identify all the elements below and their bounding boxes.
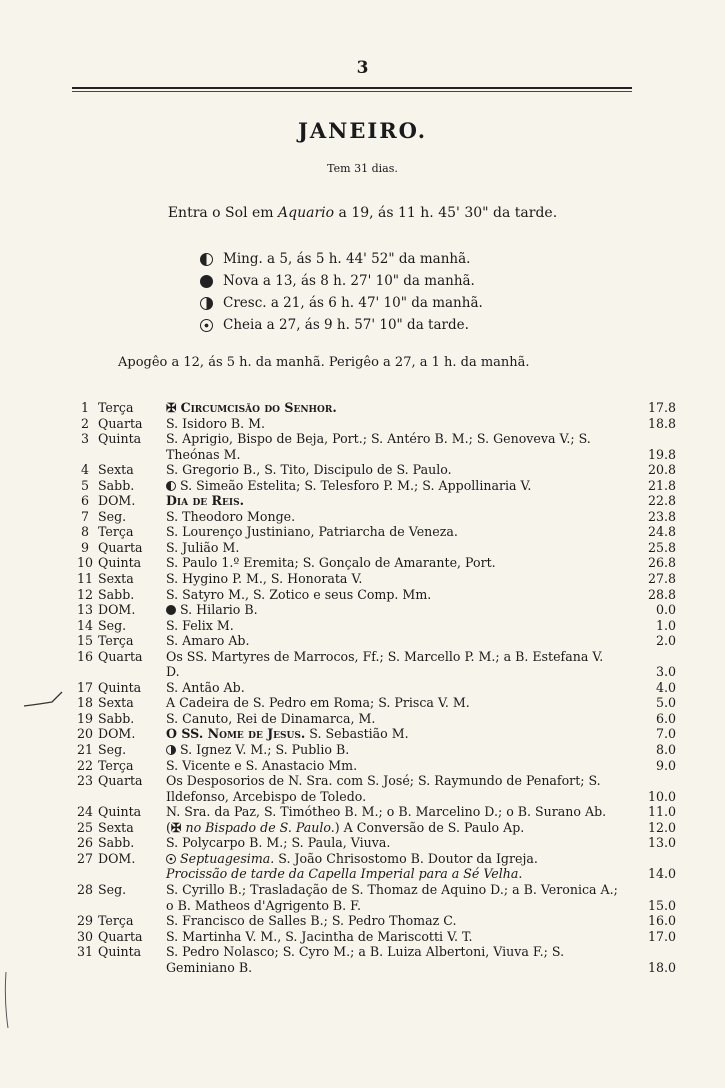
moon-age-value: 18.0 xyxy=(647,959,676,975)
procession-note: Procissão de tarde da Capella Imperial para a Sé Velha. xyxy=(166,866,523,882)
description-text: S. Lourenço Justiniano, Patriarcha de Veneza. xyxy=(166,524,458,540)
saints-description xyxy=(162,649,620,680)
moon-age-value: 11.0 xyxy=(647,804,676,820)
saints-description xyxy=(162,758,620,774)
moon-phase-full xyxy=(200,314,620,336)
day-number: 8 xyxy=(80,524,89,540)
saints-description xyxy=(162,742,620,758)
saints-description xyxy=(162,462,620,478)
description-text: S. Aprigio, Bispo de Beja, Port.; S. Antéro B. M.; S. Genoveva V.; S. Theónas M. xyxy=(166,431,591,462)
saints-description xyxy=(162,929,620,945)
saints-description xyxy=(162,493,620,509)
day-number: 6 xyxy=(80,493,89,509)
moon-age-value: 21.8 xyxy=(647,477,676,493)
moon-age-value: 3.0 xyxy=(655,664,676,680)
moon-age-value: 1.0 xyxy=(655,617,676,633)
moon-age-value: 5.0 xyxy=(655,695,676,711)
description-text: S. João Chrisostomo B. Doutor da Igreja. xyxy=(274,850,538,866)
saints-description xyxy=(162,695,620,711)
moon-age-value: 25.8 xyxy=(647,539,676,555)
waning-moon-icon xyxy=(166,481,176,491)
moon-age-value: 4.0 xyxy=(655,679,676,695)
moon-phase-text: Cresc. a 21, ás 6 h. 47' 10" da manhã. xyxy=(223,295,483,311)
moon-age-value: 23.8 xyxy=(647,508,676,524)
calendar-entry-row xyxy=(72,524,682,540)
moon-age-value: 20.8 xyxy=(647,462,676,478)
weekday: Quarta xyxy=(98,415,143,431)
days-note: Tem 31 dias. xyxy=(327,162,398,175)
description-text: S. Gregorio B., S. Tito, Discipulo de S. Paulo. xyxy=(166,462,452,478)
day-number: 22 xyxy=(76,757,94,773)
calendar-entry-row xyxy=(72,478,682,494)
calendar-entry-row xyxy=(72,540,682,556)
day-number: 17 xyxy=(76,679,94,695)
saints-description xyxy=(162,540,620,556)
moon-age-value: 0.0 xyxy=(655,602,676,618)
weekday: Seg. xyxy=(98,742,127,758)
weekday: Seg. xyxy=(98,881,127,897)
weekday: Sexta xyxy=(98,695,134,711)
moon-age-value: 27.8 xyxy=(647,571,676,587)
description-text: S. Satyro M., S. Zotico e seus Comp. Mm. xyxy=(166,586,432,602)
day-number: 16 xyxy=(76,648,94,664)
moon-phase-waxing xyxy=(200,292,620,314)
moon-phase-new xyxy=(200,270,620,292)
description-text: N. Sra. da Paz, S. Timótheo B. M.; o B. Marcelino D.; o B. Surano Ab. xyxy=(166,804,607,820)
description-text: S. Pedro Nolasco; S. Cyro M.; a B. Luiza Albertoni, Viuva F.; S. Geminiano B. xyxy=(166,944,565,975)
description-text: S. Amaro Ab. xyxy=(166,633,250,649)
weekday: Sexta xyxy=(98,462,134,478)
italic-note: Septuagesima. xyxy=(180,850,275,866)
calendar-entry-row xyxy=(72,649,682,680)
weekday: DOM. xyxy=(98,850,136,866)
description-text: S. Julião M. xyxy=(166,539,240,555)
weekday: Quinta xyxy=(98,555,142,571)
waxing-moon-icon xyxy=(166,745,176,755)
day-number: 19 xyxy=(76,710,94,726)
month-title: JANEIRO. xyxy=(297,118,428,143)
page-number: 3 xyxy=(356,58,369,78)
day-number: 24 xyxy=(76,804,94,820)
description-text: ) A Conversão de S. Paulo Ap. xyxy=(334,819,525,835)
moon-age-value: 7.0 xyxy=(655,726,676,742)
full-moon-icon xyxy=(166,854,176,864)
day-number: 18 xyxy=(76,695,94,711)
saints-description xyxy=(162,478,620,494)
description-text: S. Cyrillo B.; Trasladação de S. Thomaz de Aquino D.; a B. Veronica A.; o B. Matheos d'Agrigento B. F. xyxy=(166,881,618,913)
cross-icon: ✠ xyxy=(170,819,182,835)
day-number: 11 xyxy=(76,571,94,587)
weekday: Quarta xyxy=(98,648,143,664)
saints-description xyxy=(162,618,620,634)
description-text: S. Hygino P. M., S. Honorata V. xyxy=(166,571,363,587)
description-text: S. Hilario B. xyxy=(180,602,258,618)
moon-age-value: 17.0 xyxy=(647,928,676,944)
feast-name: Dia de Reis. xyxy=(166,493,244,509)
description-text: Os SS. Martyres de Marrocos, Ff.; S. Marcello P. M.; a B. Estefana V. D. xyxy=(166,648,604,680)
calendar-entry-row xyxy=(72,416,682,432)
saints-description xyxy=(162,587,620,603)
description-text: S. Vicente e S. Anastacio Mm. xyxy=(166,757,358,773)
calendar-entry-row xyxy=(72,758,682,774)
moon-age-value: 14.0 xyxy=(647,866,676,882)
day-number: 2 xyxy=(80,415,89,431)
weekday: Quarta xyxy=(98,928,143,944)
moon-age-value: 8.0 xyxy=(655,742,676,758)
day-number: 31 xyxy=(76,944,94,960)
weekday: DOM. xyxy=(98,726,136,742)
saints-description xyxy=(162,602,620,618)
weekday: Terça xyxy=(98,524,134,540)
day-number: 12 xyxy=(76,586,94,602)
calendar-entry-row xyxy=(72,602,682,618)
calendar-entry-row xyxy=(72,820,682,836)
calendar-entry-row xyxy=(72,944,682,975)
day-number: 13 xyxy=(76,602,94,618)
saints-description xyxy=(162,726,620,742)
new-moon-icon xyxy=(166,605,176,615)
weekday: DOM. xyxy=(98,602,136,618)
calendar-entry-row xyxy=(72,400,682,416)
calendar-entry-row xyxy=(72,711,682,727)
calendar-entry-row xyxy=(72,835,682,851)
description-text: A Cadeira de S. Pedro em Roma; S. Prisca V. M. xyxy=(166,695,470,711)
description-text: S. Sebastião M. xyxy=(305,726,409,742)
weekday: Terça xyxy=(98,633,134,649)
weekday: Terça xyxy=(98,913,134,929)
description-text: S. Isidoro B. M. xyxy=(166,415,266,431)
moon-age-value: 10.0 xyxy=(647,788,676,804)
weekday: Sabb. xyxy=(98,835,135,851)
calendar-entry-row xyxy=(72,773,682,804)
description-text: S. Ignez V. M.; S. Publio B. xyxy=(180,742,350,758)
saints-description xyxy=(162,571,620,587)
weekday: Sexta xyxy=(98,819,134,835)
saints-description xyxy=(162,773,620,804)
weekday: Sabb. xyxy=(98,586,135,602)
day-number: 30 xyxy=(76,928,94,944)
moon-age-value: 15.0 xyxy=(647,897,676,913)
cross-icon: ✠ xyxy=(166,400,177,415)
calendar-entry-row xyxy=(72,913,682,929)
description-text: S. Simeão Estelita; S. Telesforo P. M.; S. Appollinaria V. xyxy=(180,477,532,493)
description-text: S. Paulo 1.º Eremita; S. Gonçalo de Amarante, Port. xyxy=(166,555,496,571)
description-text: S. Antão Ab. xyxy=(166,679,245,695)
day-number: 27 xyxy=(76,850,94,866)
moon-age-value: 24.8 xyxy=(647,524,676,540)
moon-age-value: 26.8 xyxy=(647,555,676,571)
zodiac-sign: Aquario xyxy=(278,205,335,221)
calendar-entry-row xyxy=(72,726,682,742)
weekday: Sabb. xyxy=(98,477,135,493)
day-number: 5 xyxy=(80,477,89,493)
weekday: Quarta xyxy=(98,539,143,555)
sun-entry-line xyxy=(0,205,725,221)
moon-age-value: 17.8 xyxy=(647,400,676,415)
weekday: Quinta xyxy=(98,804,142,820)
day-number: 9 xyxy=(80,539,89,555)
new-moon-icon xyxy=(200,275,213,288)
waxing-moon-icon xyxy=(200,297,213,310)
feast-name: O SS. xyxy=(166,726,208,742)
weekday: Seg. xyxy=(98,617,127,633)
header-rule xyxy=(72,87,632,92)
margin-pen-mark xyxy=(22,690,64,710)
moon-age-value: 6.0 xyxy=(655,710,676,726)
waning-moon-icon xyxy=(200,253,213,266)
saints-description xyxy=(162,711,620,727)
weekday: Sabb. xyxy=(98,710,135,726)
description-text: S. Martinha V. M., S. Jacintha de Mariscotti V. T. xyxy=(166,928,473,944)
calendar-entry-row xyxy=(72,587,682,603)
saints-description xyxy=(162,524,620,540)
weekday: Quarta xyxy=(98,773,143,789)
day-number: 4 xyxy=(80,462,89,478)
calendar-entry-row xyxy=(72,851,682,882)
weekday: DOM. xyxy=(98,493,136,509)
day-number: 3 xyxy=(80,431,89,447)
calendar-entry-row xyxy=(72,680,682,696)
day-number: 23 xyxy=(76,773,94,789)
calendar-entry-row xyxy=(72,804,682,820)
day-number: 29 xyxy=(76,913,94,929)
apsis-line: Apogêo a 12, ás 5 h. da manhã. Perigêo a 27, a 1 h. da manhã. xyxy=(118,355,530,370)
saints-description xyxy=(162,944,620,975)
moon-age-value: 22.8 xyxy=(647,493,676,509)
moon-age-value: 12.0 xyxy=(647,819,676,835)
description-text: S. Canuto, Rei de Dinamarca, M. xyxy=(166,710,376,726)
weekday: Terça xyxy=(98,757,134,773)
moon-phase-text: Cheia a 27, ás 9 h. 57' 10" da tarde. xyxy=(223,317,469,333)
calendar-entry-row xyxy=(72,882,682,913)
day-number: 26 xyxy=(76,835,94,851)
description-text: S. Felix M. xyxy=(166,617,234,633)
weekday: Terça xyxy=(98,400,134,415)
day-number: 14 xyxy=(76,617,94,633)
saints-description xyxy=(162,913,620,929)
day-number: 25 xyxy=(76,819,94,835)
full-moon-icon xyxy=(200,319,213,332)
calendar-entry-row xyxy=(72,742,682,758)
moon-phases xyxy=(200,248,620,336)
weekday: Quinta xyxy=(98,679,142,695)
description-text: S. Theodoro Monge. xyxy=(166,508,296,524)
moon-age-value: 2.0 xyxy=(655,633,676,649)
day-number: 20 xyxy=(76,726,94,742)
calendar-entry-row xyxy=(72,555,682,571)
calendar-entry-row xyxy=(72,633,682,649)
day-number: 21 xyxy=(76,742,94,758)
saints-description xyxy=(162,851,620,882)
moon-age-value: 16.0 xyxy=(647,913,676,929)
margin-stroke-mark xyxy=(2,970,12,1030)
moon-age-value: 9.0 xyxy=(655,757,676,773)
calendar-entry-row xyxy=(72,509,682,525)
saints-description xyxy=(162,804,620,820)
moon-phase-text: Nova a 13, ás 8 h. 27' 10" da manhã. xyxy=(223,273,475,289)
saints-description xyxy=(162,416,620,432)
italic-note: no Bispado de S. Paulo. xyxy=(185,819,335,835)
description-text: ( xyxy=(166,819,171,835)
weekday: Seg. xyxy=(98,508,127,524)
description-text: Os Desposorios de N. Sra. com S. José; S. Raymundo de Penafort; S. Ildefonso, Arcebispo de Toledo. xyxy=(166,773,601,804)
calendar-entries xyxy=(72,400,682,975)
moon-age-value: 18.8 xyxy=(647,415,676,431)
calendar-entry-row xyxy=(72,431,682,462)
weekday: Quinta xyxy=(98,944,142,960)
feast-name: Circumcisão do Senhor. xyxy=(180,400,337,415)
saints-description xyxy=(162,835,620,851)
saints-description xyxy=(162,509,620,525)
saints-description xyxy=(162,882,620,913)
sun-entry-suffix: a 19, ás 11 h. 45' 30" da tarde. xyxy=(334,205,558,221)
calendar-entry-row xyxy=(72,695,682,711)
description-text: S. Polycarpo B. M.; S. Paula, Viuva. xyxy=(166,835,391,851)
saints-description xyxy=(162,555,620,571)
saints-description xyxy=(162,633,620,649)
moon-phase-waning xyxy=(200,248,620,270)
sun-entry-prefix: Entra o Sol em xyxy=(167,205,279,221)
saints-description xyxy=(162,820,620,836)
saints-description xyxy=(162,431,620,462)
calendar-entry-row xyxy=(72,618,682,634)
feast-name: Nome de Jesus. xyxy=(207,726,306,742)
calendar-entry-row xyxy=(72,929,682,945)
moon-age-value: 28.8 xyxy=(647,586,676,602)
calendar-entry-row xyxy=(72,462,682,478)
saints-description xyxy=(162,680,620,696)
day-number: 1 xyxy=(80,400,89,415)
calendar-entry-row xyxy=(72,493,682,509)
saints-description xyxy=(162,400,620,416)
day-number: 10 xyxy=(76,555,94,571)
moon-age-value: 19.8 xyxy=(647,446,676,462)
day-number: 15 xyxy=(76,633,94,649)
moon-phase-text: Ming. a 5, ás 5 h. 44' 52" da manhã. xyxy=(223,251,471,267)
day-number: 7 xyxy=(80,508,89,524)
weekday: Sexta xyxy=(98,571,134,587)
moon-age-value: 13.0 xyxy=(647,835,676,851)
day-number: 28 xyxy=(76,881,94,897)
description-text: S. Francisco de Salles B.; S. Pedro Thomaz C. xyxy=(166,913,457,929)
calendar-entry-row xyxy=(72,571,682,587)
weekday: Quinta xyxy=(98,431,142,447)
